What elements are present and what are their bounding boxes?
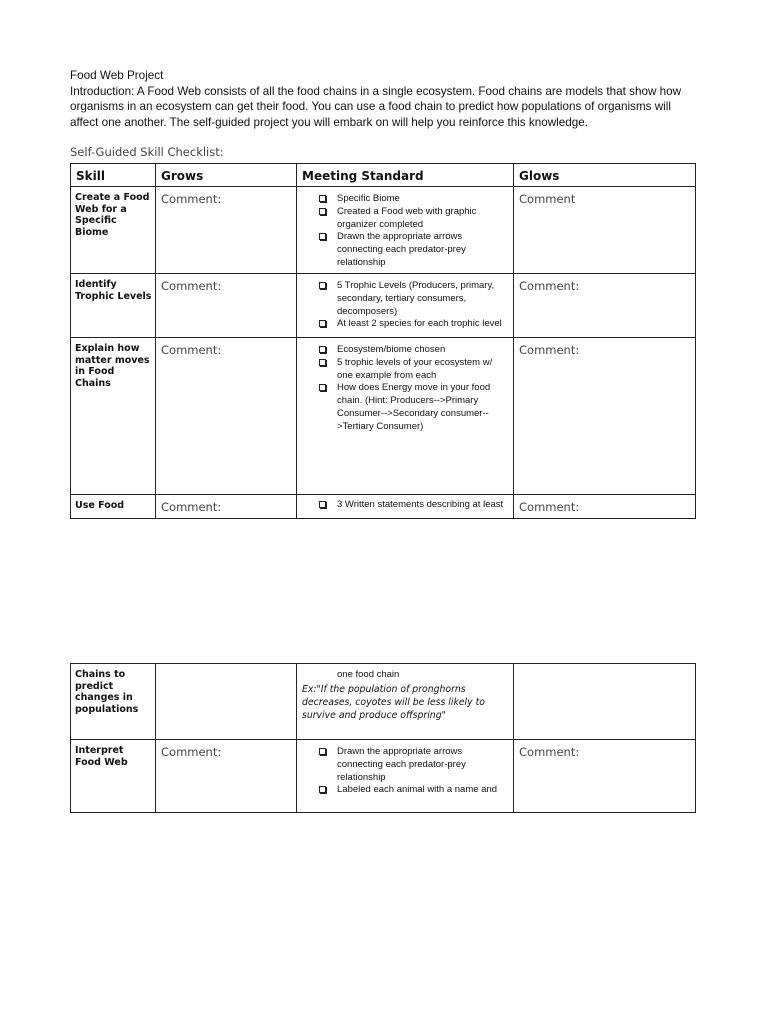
project-title: Food Web Project <box>70 69 164 82</box>
checklist-item[interactable]: Ecosystem/biome chosen <box>319 344 509 357</box>
checklist-item[interactable]: Drawn the appropriate arrows connecting each predator-prey relationship <box>319 746 509 784</box>
standard-checklist <box>297 187 513 270</box>
checklist-item[interactable]: Specific Biome <box>319 193 509 206</box>
checkbox-icon[interactable] <box>319 320 326 327</box>
glows-comment: Comment: <box>519 745 580 759</box>
skill-name: Interpret Food Web <box>75 745 128 768</box>
checkbox-icon[interactable] <box>319 282 326 289</box>
checklist-item[interactable]: Labeled each animal with a name and <box>319 784 509 797</box>
checklist-continuation: one food chain <box>337 669 400 680</box>
table-row <box>71 740 696 813</box>
table-row <box>71 495 696 519</box>
checklist-label: Self-Guided Skill Checklist: <box>70 145 224 159</box>
glows-comment: Comment <box>519 192 576 206</box>
header-meeting-standard: Meeting Standard <box>297 164 514 187</box>
checkbox-icon[interactable] <box>319 501 326 508</box>
checklist-item[interactable]: How does Energy move in your food chain. (Hint: Producers-->Primary Consumer-->Secondary consumer-->Tertiary Consumer) <box>319 382 509 433</box>
grows-comment: Comment: <box>161 745 222 759</box>
skill-checklist-table-continued <box>70 663 696 813</box>
checkbox-icon[interactable] <box>319 346 326 353</box>
skill-name: Identify Trophic Levels <box>75 279 152 302</box>
checklist-item[interactable]: At least 2 species for each trophic level <box>319 318 509 331</box>
checklist-item[interactable]: 5 Trophic Levels (Producers, primary, secondary, tertiary consumers, decomposers) <box>319 280 509 318</box>
glows-comment: Comment: <box>519 343 580 357</box>
checkbox-icon[interactable] <box>319 359 326 366</box>
header-glows: Glows <box>514 164 696 187</box>
table-row <box>71 274 696 338</box>
grows-comment: Comment: <box>161 279 222 293</box>
grows-comment: Comment: <box>161 192 222 206</box>
skill-name: Create a Food Web for a Specific Biome <box>75 192 150 238</box>
skill-name: Chains to predict changes in populations <box>75 669 139 715</box>
skill-name: Explain how matter moves in Food Chains <box>75 343 150 389</box>
glows-comment: Comment: <box>519 279 580 293</box>
header-grows: Grows <box>156 164 297 187</box>
standard-checklist <box>297 740 513 797</box>
header-skill: Skill <box>71 164 156 187</box>
table-row <box>71 664 696 740</box>
checklist-item[interactable]: Created a Food web with graphic organizer completed <box>319 206 509 232</box>
checkbox-icon[interactable] <box>319 233 326 240</box>
glows-cell-empty <box>514 664 696 740</box>
introduction-text: Introduction: A Food Web consists of all the food chains in a single ecosystem. Food chains are models that show how organisms in an ecosystem can get their food. You can use a food chain to predict how populations of organisms will affect one another. The self-guided project you will embark on will help you reinforce this knowledge. <box>70 84 682 129</box>
skill-name: Use Food <box>75 500 125 511</box>
grows-comment: Comment: <box>161 343 222 357</box>
example-statement: Ex:"If the population of pronghorns decreases, coyotes will be less likely to survive and produce offspring" <box>302 684 485 721</box>
standard-checklist <box>297 274 513 331</box>
glows-comment: Comment: <box>519 500 580 514</box>
checklist-item[interactable]: 3 Written statements describing at least <box>319 499 509 512</box>
checkbox-icon[interactable] <box>319 208 326 215</box>
grows-comment: Comment: <box>161 500 222 514</box>
standard-checklist <box>297 495 513 512</box>
standard-checklist <box>297 338 513 434</box>
checkbox-icon[interactable] <box>319 786 326 793</box>
table-row <box>71 187 696 274</box>
skill-checklist-table <box>70 163 696 519</box>
table-row <box>71 338 696 495</box>
introduction <box>70 68 700 130</box>
checkbox-icon[interactable] <box>319 748 326 755</box>
checklist-item[interactable]: Drawn the appropriate arrows connecting each predator-prey relationship <box>319 231 509 269</box>
header-row <box>71 164 696 187</box>
grows-cell-empty <box>156 664 297 740</box>
checkbox-icon[interactable] <box>319 195 326 202</box>
checkbox-icon[interactable] <box>319 384 326 391</box>
checklist-item[interactable]: 5 trophic levels of your ecosystem w/ one example from each <box>319 357 509 383</box>
